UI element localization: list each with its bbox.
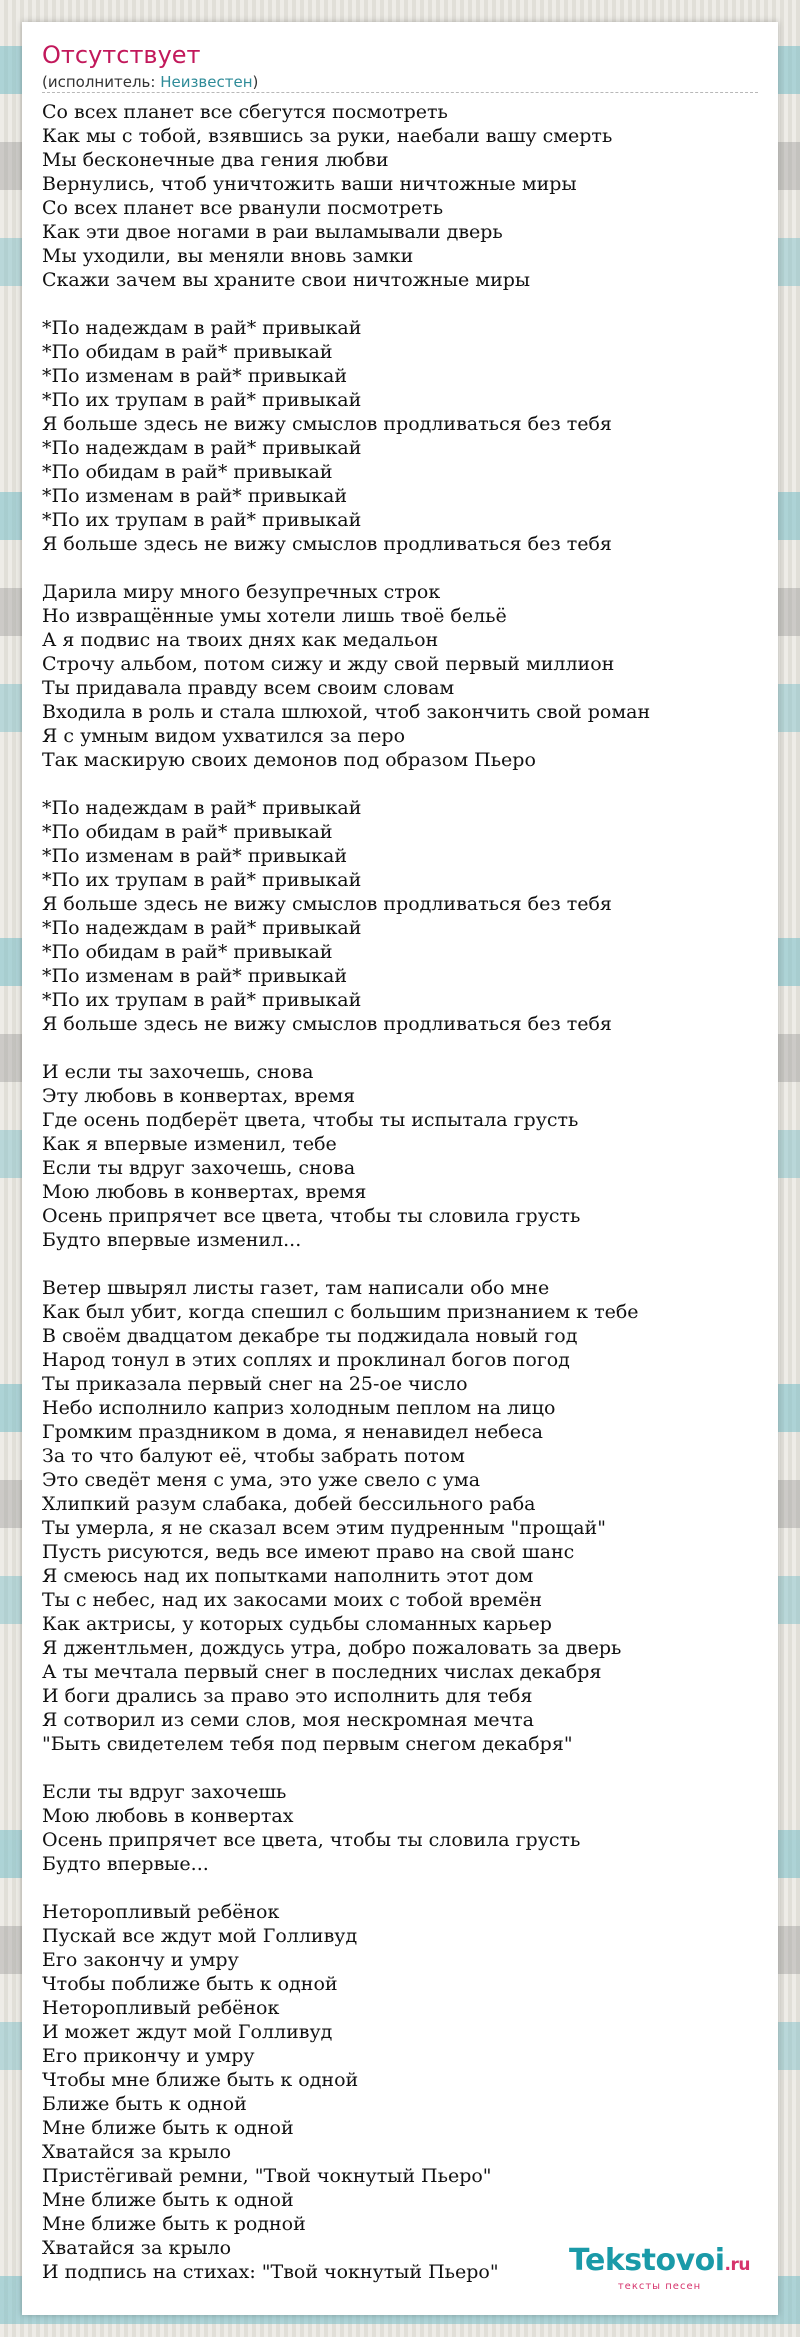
lyric-line: Я джентльмен, дождусь утра, добро пожаловать за дверь <box>42 1637 622 1659</box>
lyric-line: Мне ближе быть к одной <box>42 2189 294 2211</box>
lyric-line: Чтобы мне ближе быть к одной <box>42 2069 359 2091</box>
lyric-line: Неторопливый ребёнок <box>42 1901 280 1923</box>
lyric-line: Со всех планет все сбегутся посмотреть <box>42 101 448 123</box>
title-divider <box>42 92 758 93</box>
lyric-line: И может ждут мой Голливуд <box>42 2021 333 2043</box>
lyric-line: Я с умным видом ухватился за перо <box>42 725 406 747</box>
lyric-line: *По их трупам в рай* привыкай <box>42 869 362 891</box>
lyric-line: Я больше здесь не вижу смыслов продливаться без тебя <box>42 413 612 435</box>
lyric-line: Громким праздником в дома, я ненавидел небеса <box>42 1421 543 1443</box>
logo-wordmark <box>569 2245 750 2281</box>
lyric-line: Скажи зачем вы храните свои ничтожные миры <box>42 269 531 291</box>
lyric-line: *По надеждам в рай* привыкай <box>42 317 362 339</box>
lyric-line: Как эти двое ногами в раи выламывали дверь <box>42 221 503 243</box>
lyric-line: Ветер швырял листы газет, там написали обо мне <box>42 1277 550 1299</box>
lyric-line: Дарила миру много безупречных строк <box>42 581 441 603</box>
lyric-line: Народ тонул в этих соплях и проклинал богов погод <box>42 1349 570 1371</box>
lyric-line: Мне ближе быть к одной <box>42 2117 294 2139</box>
lyric-line: За то что балуют её, чтобы забрать потом <box>42 1445 465 1467</box>
logo-tagline: тексты песен <box>617 2281 702 2292</box>
lyric-line: *По надеждам в рай* привыкай <box>42 917 362 939</box>
lyric-line: Ты приказала первый снег на 25-ое число <box>42 1373 468 1395</box>
lyric-line: Как я впервые изменил, тебе <box>42 1133 337 1155</box>
lyric-line: Будто впервые изменил... <box>42 1229 302 1251</box>
lyric-line: Я смеюсь над их попытками наполнить этот дом <box>42 1565 534 1587</box>
logo-tld: .ru <box>724 2255 750 2275</box>
lyric-line: Его прикончу и умру <box>42 2045 255 2067</box>
lyric-line: *По обидам в рай* привыкай <box>42 341 333 363</box>
lyric-line: Хватайся за крыло <box>42 2237 232 2259</box>
lyric-line: Хлипкий разум слабака, добей бессильного раба <box>42 1493 536 1515</box>
lyric-line: Мне ближе быть к родной <box>42 2213 306 2235</box>
lyric-line: Я больше здесь не вижу смыслов продливаться без тебя <box>42 893 612 915</box>
lyric-line: *По изменам в рай* привыкай <box>42 485 348 507</box>
stanza-gap <box>42 772 758 796</box>
lyric-line: *По надеждам в рай* привыкай <box>42 437 362 459</box>
lyric-line: А я подвис на твоих днях как медальон <box>42 629 439 651</box>
lyric-line: Если ты вдруг захочешь, снова <box>42 1157 356 1179</box>
lyric-line: Как был убит, когда спешил с большим признанием к тебе <box>42 1301 639 1323</box>
lyric-line: Строчу альбом, потом сижу и жду свой первый миллион <box>42 653 615 675</box>
lyric-line: *По обидам в рай* привыкай <box>42 941 333 963</box>
lyric-line: Вернулись, чтоб уничтожить ваши ничтожные миры <box>42 173 577 195</box>
lyric-line: Осень припрячет все цвета, чтобы ты словила грусть <box>42 1829 581 1851</box>
song-title: Отсутствует <box>42 41 201 69</box>
lyric-line: Я больше здесь не вижу смыслов продливаться без тебя <box>42 533 612 555</box>
lyric-line: *По обидам в рай* привыкай <box>42 821 333 843</box>
lyric-line: *По надеждам в рай* привыкай <box>42 797 362 819</box>
lyric-line: И если ты захочешь, снова <box>42 1061 314 1083</box>
lyric-line: Ты придавала правду всем своим словам <box>42 677 455 699</box>
artist-link[interactable]: Неизвестен <box>160 73 253 91</box>
stanza-gap <box>42 1036 758 1060</box>
lyric-line: Пускай все ждут мой Голливуд <box>42 1925 358 1947</box>
lyric-line: Пусть рисуются, ведь все имеют право на свой шанс <box>42 1541 575 1563</box>
lyric-line: Неторопливый ребёнок <box>42 1997 280 2019</box>
artist-suffix: ) <box>252 73 259 91</box>
lyric-line: Мы уходили, вы меняли вновь замки <box>42 245 414 267</box>
lyric-line: *По изменам в рай* привыкай <box>42 365 348 387</box>
lyric-line: *По изменам в рай* привыкай <box>42 845 348 867</box>
lyric-line: *По их трупам в рай* привыкай <box>42 509 362 531</box>
lyric-line: Чтобы поближе быть к одной <box>42 1973 338 1995</box>
lyric-line: *По изменам в рай* привыкай <box>42 965 348 987</box>
logo-main-text: Tekstovoi <box>569 2243 725 2278</box>
lyric-line: В своём двадцатом декабре ты поджидала новый год <box>42 1325 578 1347</box>
lyric-line: Где осень подберёт цвета, чтобы ты испытала грусть <box>42 1109 579 1131</box>
lyric-line: Как мы с тобой, взявшись за руки, наебали вашу смерть <box>42 125 613 147</box>
lyric-line: Входила в роль и стала шлюхой, чтоб закончить свой роман <box>42 701 651 723</box>
lyric-line: Его закончу и умру <box>42 1949 239 1971</box>
lyric-line: Я больше здесь не вижу смыслов продливаться без тебя <box>42 1013 612 1035</box>
lyric-line: Эту любовь в конвертах, время <box>42 1085 356 1107</box>
lyric-line: *По обидам в рай* привыкай <box>42 461 333 483</box>
lyric-line: *По их трупам в рай* привыкай <box>42 989 362 1011</box>
lyric-line: Осень припрячет все цвета, чтобы ты словила грусть <box>42 1205 581 1227</box>
lyric-line: Так маскирую своих демонов под образом Пьеро <box>42 749 536 771</box>
stanza-gap <box>42 556 758 580</box>
lyric-line: Мою любовь в конвертах, время <box>42 1181 367 1203</box>
lyric-line: И подпись на стихах: "Твой чокнутый Пьеро" <box>42 2261 499 2283</box>
lyric-line: А ты мечтала первый снег в последних числах декабря <box>42 1661 602 1683</box>
lyric-line: Если ты вдруг захочешь <box>42 1781 287 1803</box>
lyrics-text <box>42 100 758 2284</box>
lyric-line: Будто впервые... <box>42 1853 209 1875</box>
lyric-line: Это сведёт меня с ума, это уже свело с ума <box>42 1469 481 1491</box>
lyric-line: Хватайся за крыло <box>42 2141 232 2163</box>
lyric-line: Я сотворил из семи слов, моя нескромная мечта <box>42 1709 534 1731</box>
lyric-line: Небо исполнило каприз холодным пеплом на лицо <box>42 1397 556 1419</box>
lyric-line: Со всех планет все рванули посмотреть <box>42 197 444 219</box>
site-logo[interactable] <box>569 2245 750 2293</box>
lyric-line: "Быть свидетелем тебя под первым снегом декабря" <box>42 1733 573 1755</box>
artist-line <box>42 72 258 92</box>
lyric-line: Мы бесконечные два гения любви <box>42 149 389 171</box>
lyric-line: Ближе быть к одной <box>42 2093 247 2115</box>
artist-prefix: (исполнитель: <box>42 73 161 91</box>
lyrics-card <box>22 22 778 2315</box>
stanza-gap <box>42 1252 758 1276</box>
lyric-line: Как актрисы, у которых судьбы сломанных карьер <box>42 1613 552 1635</box>
lyric-line: Ты умерла, я не сказал всем этим пудренным "прощай" <box>42 1517 606 1539</box>
lyric-line: *По их трупам в рай* привыкай <box>42 389 362 411</box>
lyric-line: Пристёгивай ремни, "Твой чокнутый Пьеро" <box>42 2165 492 2187</box>
lyric-line: Мою любовь в конвертах <box>42 1805 294 1827</box>
lyric-line: И боги дрались за право это исполнить для тебя <box>42 1685 533 1707</box>
lyric-line: Ты с небес, над их закосами моих с тобой времён <box>42 1589 543 1611</box>
stanza-gap <box>42 292 758 316</box>
lyric-line: Но извращённые умы хотели лишь твоё бельё <box>42 605 507 627</box>
stanza-gap <box>42 1756 758 1780</box>
stanza-gap <box>42 1876 758 1900</box>
